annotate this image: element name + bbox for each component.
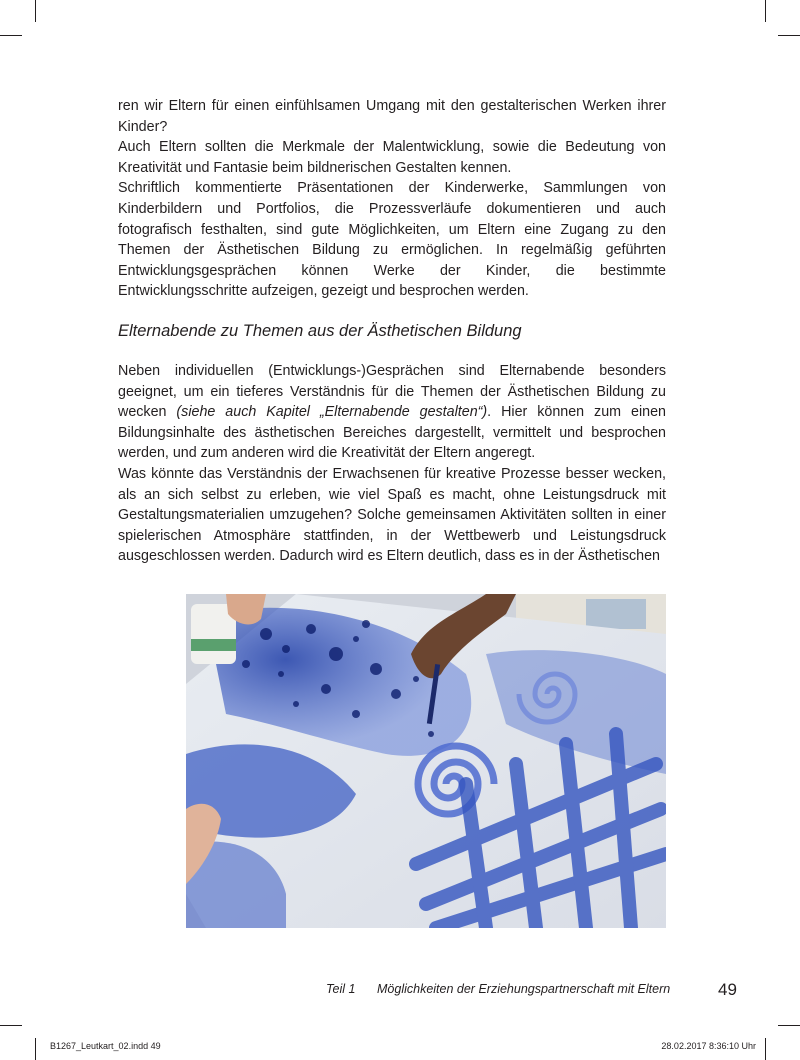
paragraph: ren wir Eltern für einen einfühlsamen Umgang mit den gestalterischen Werken ihrer Kinder? — [118, 98, 666, 135]
footer-part-label: Teil 1 — [326, 982, 356, 996]
paragraph: Auch Eltern sollten die Merkmale der Malentwicklung, sowie die Bedeutung von Kreativität und Fantasie beim bildnerischen Gestalten kennen. — [118, 139, 666, 176]
body-text-top — [118, 96, 666, 302]
crop-mark — [778, 1025, 800, 1026]
body-text-bottom — [118, 361, 666, 567]
paragraph-text: . Hier können zum einen Bildungsinhalte des ästhetischen Bereiches dargestellt, vermittelt und besprochen werden, und zum anderen wird die Kreativität der Eltern angeregt. — [118, 404, 666, 462]
crop-mark — [778, 35, 800, 36]
slug-date: 28.02.2017 8:36:10 Uhr — [661, 1041, 756, 1051]
paragraph — [118, 361, 666, 464]
slug-filename: B1267_Leutkart_02.indd 49 — [50, 1041, 161, 1051]
page-number: 49 — [718, 980, 737, 999]
crop-mark — [765, 1038, 766, 1060]
crop-mark — [0, 1025, 22, 1026]
cross-reference: (siehe auch Kapitel „Elternabende gestalten“) — [176, 404, 488, 421]
paragraph: Schriftlich kommentierte Präsentationen der Kinderwerke, Sammlungen von Kinderbildern und Portfolios, die Prozessverläufe dokumentieren und auch fotografisch festhalten, sind gute Möglichkeiten, um Eltern eine Zugang zu den Themen der Ästhetischen Bildung zu ermöglichen. In regelmäßig geführten Entwicklungsgesprächen können Werke der Kinder, die bestimmte Entwicklungsschritte aufzeigen, gezeigt und besprochen werden. — [118, 180, 666, 300]
crop-mark — [765, 0, 766, 22]
crop-mark — [35, 1038, 36, 1060]
footer-chapter-title: Möglichkeiten der Erziehungspartnerschaft mit Eltern — [377, 982, 671, 996]
painting-illustration — [186, 594, 666, 928]
crop-mark — [0, 35, 22, 36]
section-heading: Elternabende zu Themen aus der Ästhetischen Bildung — [118, 322, 522, 340]
crop-mark — [35, 0, 36, 22]
paragraph: Was könnte das Verständnis der Erwachsenen für kreative Prozesse besser wecken, als an sich selbst zu erleben, wie viel Spaß es macht, ohne Leistungsdruck mit Gestaltungsmaterialien umzugehen? Solche gemeinsamen Aktivitäten sollten in einer spielerischen Atmosphäre stattfinden, in der Wettbewerb und Leistungsdruck ausgeschlossen werden. Dadurch wird es Eltern deutlich, dass es in der Ästhetischen — [118, 465, 666, 565]
painting-photo — [186, 594, 666, 928]
paragraph-text: Neben individuellen (Entwicklungs-)Gesprächen sind Elternabende besonders geeignet, um ein tieferes Verständnis für die Themen der Ästhetischen Bildung zu wecken — [118, 363, 666, 421]
